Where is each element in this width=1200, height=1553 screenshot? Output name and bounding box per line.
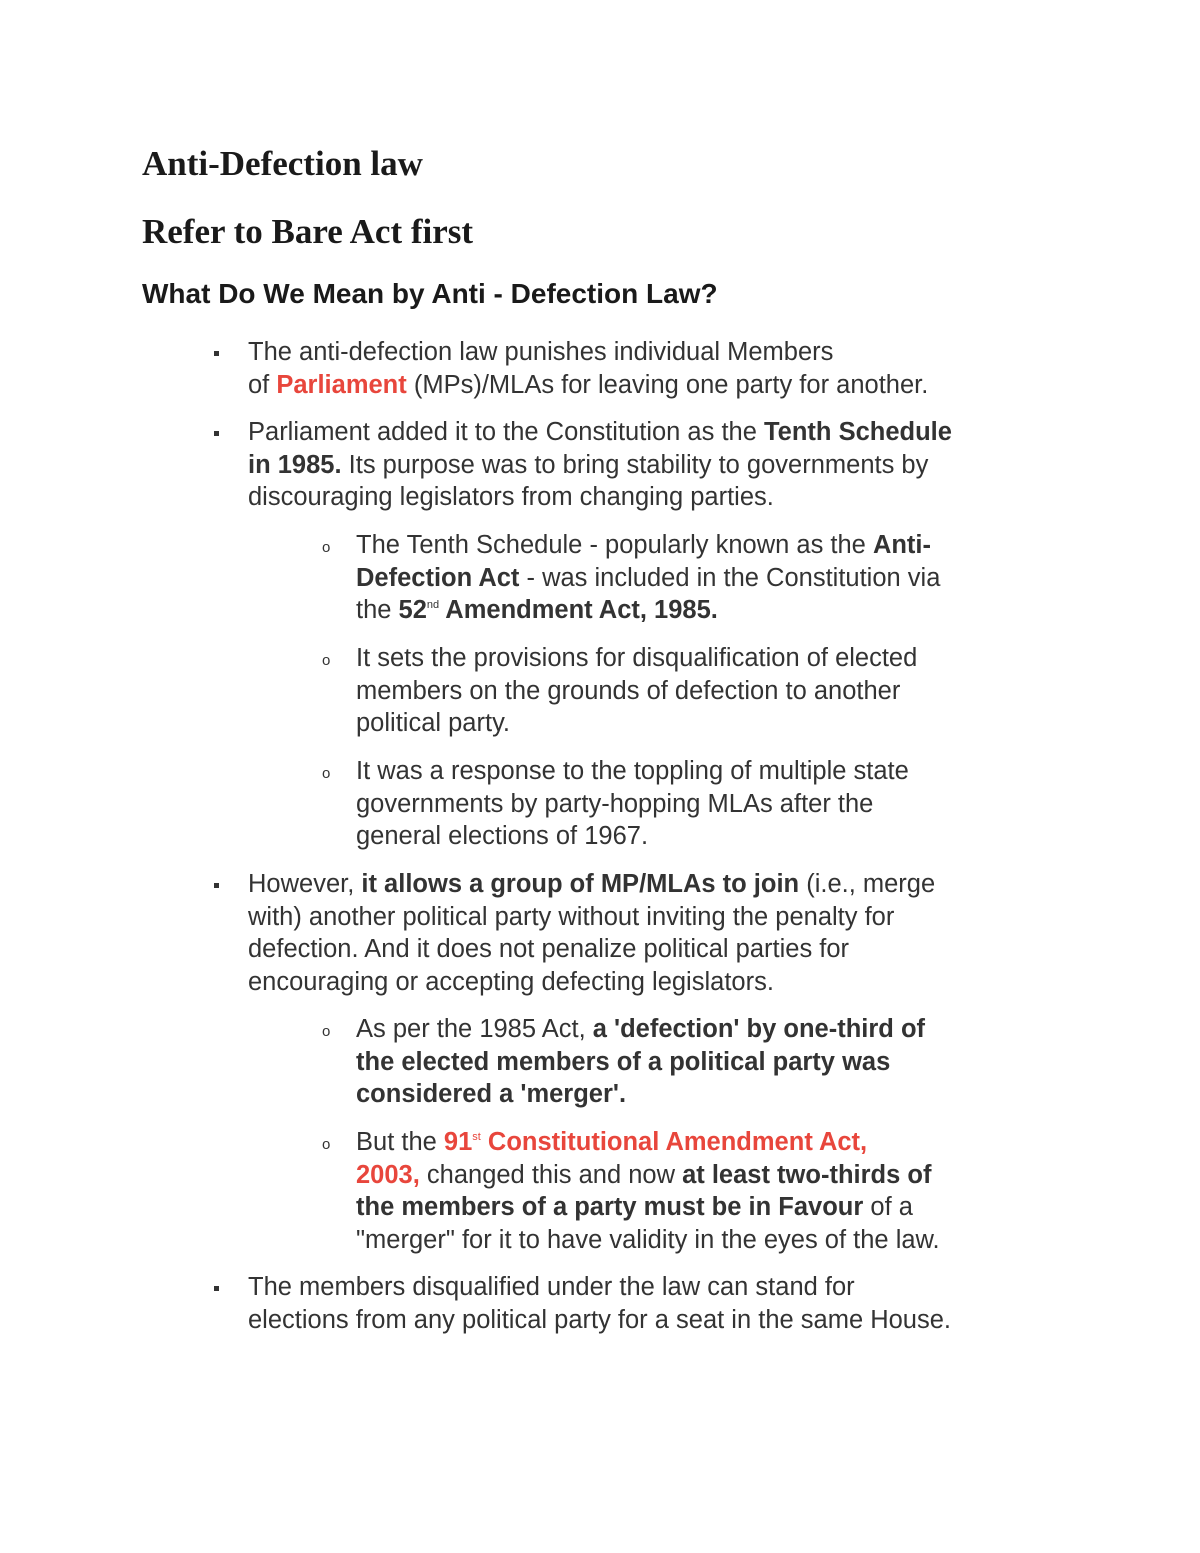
sub-bullet-item-1 [322, 529, 1046, 627]
text: As per the 1985 Act, [356, 1015, 593, 1043]
text-line: members on the grounds of defection to another [356, 676, 901, 705]
superscript: nd [426, 599, 440, 611]
sub-bullet-item-2 [322, 642, 1046, 740]
text-line [248, 449, 1048, 482]
text-line: defection. And it does not penalize political parties for [248, 935, 850, 963]
highlight-year: 2003, [356, 1160, 420, 1189]
bold-text: Tenth Schedule [763, 418, 952, 446]
text-line: elections from any political party for a seat in the same House. [248, 1305, 952, 1334]
sub-bullet-item-4 [322, 1013, 1046, 1111]
text-line: It sets the provisions for disqualification of elected [356, 644, 918, 672]
text-line [248, 336, 1048, 369]
text: of [248, 370, 277, 399]
text-line: The members disqualified under the law can stand for [248, 1273, 855, 1301]
text-line [248, 369, 1048, 402]
text-line: "merger" for it to have validity in the eyes of the law. [356, 1225, 940, 1254]
bold-text: Defection Act [356, 563, 520, 592]
bold-text: the members of a party must be in Favour [356, 1193, 864, 1221]
text-line [356, 594, 1046, 627]
bold-text: the elected members of a political party was [356, 1047, 891, 1076]
square-bullet-icon [214, 883, 219, 888]
text: discouraging legislators from changing parties. [248, 483, 774, 511]
circle-bullet-icon: o [322, 1023, 331, 1040]
bullet-item-4 [248, 1271, 1048, 1336]
text: - was included in the Constitution via [519, 563, 941, 592]
square-bullet-icon [214, 1286, 219, 1291]
bold-text: 52 [398, 596, 427, 624]
circle-bullet-icon: o [322, 539, 331, 556]
text: Parliament added it to the Constitution as the [248, 418, 764, 446]
document-subtitle: Refer to Bare Act first [142, 212, 474, 251]
text: the [356, 596, 399, 624]
bullet-item-2 [248, 416, 1048, 514]
circle-bullet-icon: o [322, 765, 331, 782]
text-line: governments by party-hopping MLAs after the [356, 789, 874, 818]
bullet-item-3 [248, 868, 1048, 998]
text-line: general elections of 1967. [356, 822, 649, 850]
text: (i.e., merge [799, 870, 936, 898]
text-line [248, 416, 1048, 449]
text-line: political party. [356, 709, 511, 737]
text-line: with) another political party without inviting the penalty for [248, 902, 895, 931]
text-line: It was a response to the toppling of multiple state [356, 757, 909, 785]
bold-text: Amendment Act, 1985. [439, 596, 718, 624]
circle-bullet-icon: o [322, 1136, 331, 1153]
text-line [356, 1126, 1046, 1159]
text: changed this and now [419, 1160, 683, 1189]
text: Its purpose was to bring stability to governments by [341, 450, 929, 479]
square-bullet-icon [214, 351, 219, 356]
highlight-amendment: Constitutional Amendment Act, [480, 1128, 868, 1156]
sub-bullet-item-5 [322, 1126, 1046, 1256]
document-title: Anti-Defection law [142, 144, 423, 183]
text: But the [356, 1128, 444, 1156]
text-line [356, 1191, 1046, 1224]
superscript: st [472, 1131, 481, 1143]
text: (MPs)/MLAs for leaving one party for another. [406, 370, 929, 399]
text-line [356, 1046, 1046, 1079]
text-line [356, 1159, 1046, 1192]
text: of a [863, 1193, 913, 1221]
highlight-91: 91 [443, 1128, 473, 1156]
square-bullet-icon [214, 431, 219, 436]
text-line [356, 562, 1046, 595]
bold-text: at least two-thirds of [682, 1160, 932, 1189]
text-line: encouraging or accepting defecting legislators. [248, 967, 774, 996]
text: The Tenth Schedule - popularly known as the [356, 531, 873, 559]
section-heading: What Do We Mean by Anti - Defection Law? [142, 278, 718, 309]
bold-text: considered a 'merger'. [356, 1080, 627, 1108]
text-line [356, 1078, 1046, 1111]
sub-bullet-item-3 [322, 755, 1046, 853]
text-line [248, 481, 1048, 514]
highlight-parliament: Parliament [276, 370, 407, 399]
bold-text: it allows a group of MP/MLAs to join [361, 870, 800, 898]
bold-text: a 'defection' by one-third of [592, 1015, 926, 1043]
text: However, [248, 870, 362, 898]
text: The anti-defection law punishes individual Members [248, 338, 834, 366]
text-line [356, 529, 1046, 562]
bold-text: Anti- [872, 531, 931, 559]
circle-bullet-icon: o [322, 652, 331, 669]
bold-text: in 1985. [248, 450, 342, 479]
bullet-item-1 [248, 336, 1048, 401]
text-line [356, 1013, 1046, 1046]
text-line [248, 868, 1048, 901]
